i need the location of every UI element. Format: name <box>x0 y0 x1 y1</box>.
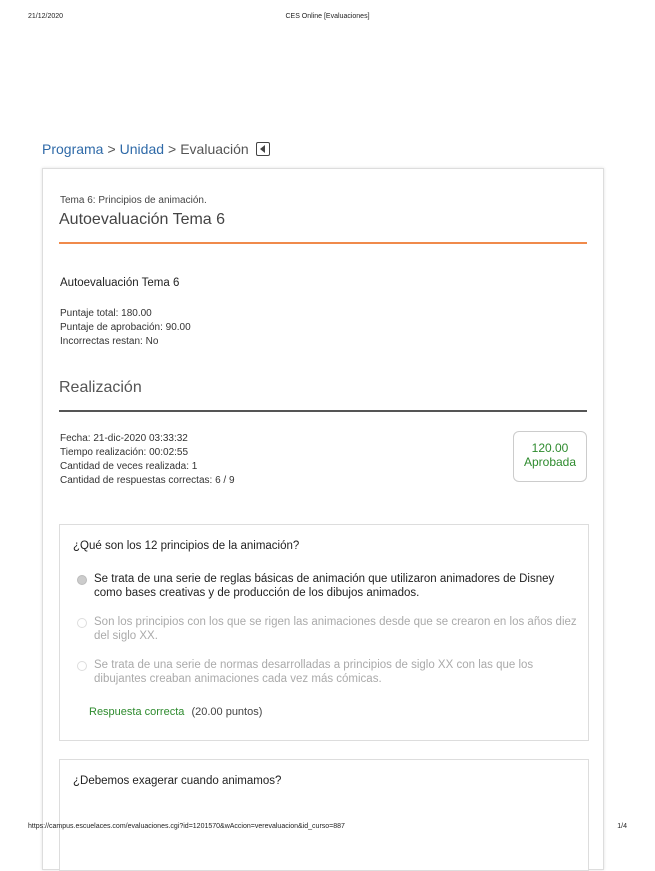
question-card <box>59 524 589 741</box>
section-title-realizacion: Realización <box>59 379 142 396</box>
result-label: Respuesta correcta <box>89 706 185 718</box>
attempt-count: Cantidad de veces realizada: 1 <box>60 461 198 472</box>
breadcrumb-separator: > <box>107 141 116 157</box>
breadcrumb-program-link[interactable]: Programa <box>42 141 104 157</box>
print-url: https://campus.escuelaces.com/evaluaciones.cgi?id=1201570&wAccion=verevaluacion&id_curso=887 <box>28 823 345 830</box>
page-title: Autoevaluación Tema 6 <box>59 211 226 228</box>
section-divider <box>59 410 587 412</box>
result-points: (20.00 puntos) <box>191 706 263 718</box>
answer-option <box>77 615 577 643</box>
radio-selected-icon <box>77 575 87 585</box>
unit-label: Tema 6: Principios de animación. <box>60 195 207 206</box>
answer-option <box>77 572 577 600</box>
breadcrumb <box>42 141 270 157</box>
attempt-date: Fecha: 21-dic-2020 03:33:32 <box>60 433 188 444</box>
title-divider <box>59 242 587 244</box>
question-card <box>59 759 589 871</box>
score-badge <box>513 431 587 482</box>
answer-option-text: Se trata de una serie de reglas básicas de animación que utilizaron animadores de Disney como bases creativas y de producción de los dibujos animados. <box>94 573 555 599</box>
print-title: CES Online [Evaluaciones] <box>285 13 370 20</box>
answer-option-text: Se trata de una serie de normas desarrolladas a principios de siglo XX con las que los dibujantes creaban animaciones cada vez más cómicas. <box>94 659 534 685</box>
evaluation-card <box>42 168 604 870</box>
attempt-time: Tiempo realización: 00:02:55 <box>60 447 189 458</box>
question-text: ¿Debemos exagerar cuando animamos? <box>73 775 282 787</box>
answer-option-text: Son los principios con los que se rigen las animaciones desde que se crearon en los años diez del siglo XX. <box>94 616 577 642</box>
breadcrumb-separator: > <box>168 141 177 157</box>
breadcrumb-unit-link[interactable]: Unidad <box>119 141 165 157</box>
breadcrumb-current: Evaluación <box>180 141 249 157</box>
question-text: ¿Qué son los 12 principios de la animación? <box>73 540 300 552</box>
status-badge: Aprobada <box>523 455 577 469</box>
print-date: 21/12/2020 <box>28 13 64 20</box>
back-arrow-icon[interactable] <box>256 142 270 156</box>
radio-empty-icon <box>77 661 87 671</box>
attempt-correct: Cantidad de respuestas correctas: 6 / 9 <box>60 475 235 486</box>
radio-empty-icon <box>77 618 87 628</box>
evaluation-name: Autoevaluación Tema 6 <box>60 277 180 289</box>
print-page-number: 1/4 <box>617 823 627 830</box>
answer-result <box>89 706 262 718</box>
score-value: 120.00 <box>531 441 569 455</box>
passing-score: Puntaje de aprobación: 90.00 <box>60 322 191 333</box>
wrong-subtract: Incorrectas restan: No <box>60 336 159 347</box>
answer-option <box>77 658 577 686</box>
total-score: Puntaje total: 180.00 <box>60 308 152 319</box>
